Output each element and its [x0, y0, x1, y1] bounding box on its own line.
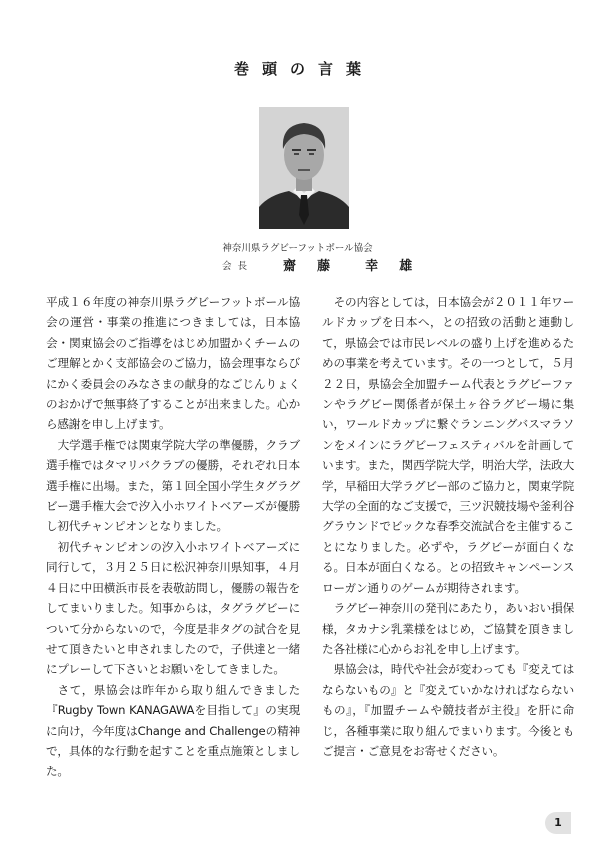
paragraph: 大学選手権では関東学院大学の準優勝，クラブ選手権ではタマリバクラブの優勝，それぞれ日本選手権に出場。また，第１回全国小学生タグラグビー選手権大会で汐入小ホワイトベアーズが優勝し初代チャンピオンとなりました。: [46, 437, 300, 534]
paragraph: 平成１６年度の神奈川県ラグビーフットボール協会の運営・事業の推進につきましては，日本協会・関東協会のご指導をはじめ加盟かくチームのご理解とかく支部協会のご協力，協会理事ならびにかく委員会のみなさまの献身的なごじんりょくのおかげで無事終了することが出来ました。心から感謝を申し上げます。: [46, 295, 300, 432]
author-name-part: 幸: [365, 259, 379, 274]
paragraph: さて，県協会は昨年から取り組んできました『Rugby Town KANAGAWAを目指して』の実現に向け，今年度はChange and Challengeの精神で，具体的な行動を起すことを重点施策としました。: [46, 682, 300, 779]
paragraph: 初代チャンピオンの汐入小ホワイトベアーズに同行して，３月２５日に松沢神奈川県知事，４月４日に中田横浜市長を表敬訪問し，優勝の報告をしてまいりました。知事からは，タグラグビーについて分からないので，今度是非タグの試合を見せて頂きたいと申されましたので，子供達と一緒にプレーして下さいとお願いをしてきました。: [46, 539, 300, 677]
author-organization: 神奈川県ラグビーフットボール協会: [222, 243, 373, 254]
left-column: [46, 292, 300, 782]
right-column: [322, 292, 574, 761]
author-name-part: 齋: [283, 259, 297, 274]
author-role: 会長: [222, 261, 254, 272]
paragraph: 県協会は，時代や社会が変わっても『変えてはならないもの』と『変えていかなければならないもの』，『加盟チームや競技者が主役』を肝に命じ，各種事業に取り組んでまいります。今後ともご提言・ご意見をお寄せください。: [322, 662, 574, 758]
paragraph: ラグビー神奈川の発刊にあたり，あいおい損保様，タカナシ乳業様をはじめ，ご協賛を頂きました各社様に心からお礼を申し上げます。: [322, 601, 574, 656]
author-name: [283, 255, 412, 274]
page-title: 巻頭の言葉: [233, 60, 374, 78]
author-name-part: 雄: [399, 259, 413, 274]
portrait-image: [259, 107, 349, 229]
page-number: 1: [545, 812, 571, 834]
author-name-part: 藤: [317, 259, 331, 274]
author-portrait: [259, 107, 349, 229]
paragraph: その内容としては，日本協会が２０１１年ワールドカップを日本へ，との招致の活動と連動して，県協会では市民レベルの盛り上げを進めるための事業を考えています。その一つとして，５月２２日，県協会全加盟チーム代表とラグビーファンやラグビー関係者が保土ヶ谷ラグビー場に集い，ワールドカップに繋ぐランニングバスマラソンをメインにラグビーフェスティバルを計画しています。また，関西学院大学，明治大学，法政大学，早稲田大学ラグビー部のご協力と，関東学院大学の全面的なご支援で，三ツ沢競技場や釜利谷グラウンドでビックな春季交流試合を主催することになりました。必ずや，ラグビーが面白くなる。日本が面白くなる。との招致キャンペーンスローガン通りのゲームが期待されます。: [322, 295, 574, 595]
